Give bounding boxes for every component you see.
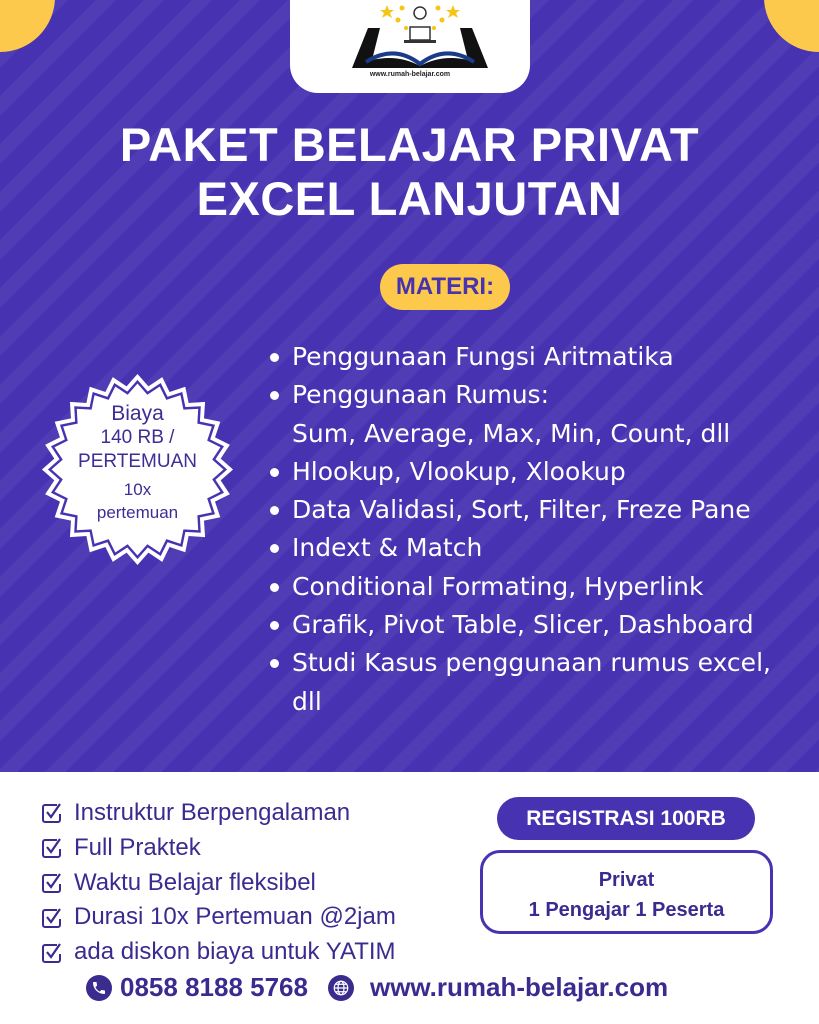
- checkbox-check-icon: [40, 871, 64, 895]
- corner-circle: [764, 0, 819, 52]
- list-item: Studi Kasus penggunaan rumus excel, dll: [268, 644, 771, 721]
- phone-icon: [86, 975, 112, 1001]
- price-badge-line: 10x: [123, 480, 152, 499]
- title-line-1: PAKET BELAJAR PRIVAT: [119, 118, 700, 171]
- price-badge-text: [40, 402, 235, 524]
- contact-bar: [86, 972, 668, 1003]
- benefit-item: [40, 900, 396, 935]
- logo: [290, 0, 530, 93]
- corner-circle: [0, 0, 55, 52]
- list-item: Penggunaan Fungsi Aritmatika: [268, 338, 771, 376]
- benefit-label: Waktu Belajar fleksibel: [74, 868, 316, 896]
- title-line-2: EXCEL LANJUTAN: [196, 172, 623, 225]
- price-badge-line: 140 RB /: [100, 427, 175, 448]
- class-type-detail: 1 Pengajar 1 Peserta: [528, 899, 725, 921]
- class-type-title: Privat: [598, 869, 655, 891]
- phone-number[interactable]: 0858 8188 5768: [120, 972, 308, 1002]
- website-link[interactable]: www.rumah-belajar.com: [369, 972, 669, 1002]
- list-item: Indext & Match: [268, 529, 771, 567]
- globe-icon: [328, 975, 354, 1001]
- checkbox-check-icon: [40, 801, 64, 825]
- materi-label: MATERI:: [380, 264, 510, 310]
- open-book-logo-icon: [290, 0, 530, 93]
- price-badge-line: Biaya: [111, 402, 164, 425]
- checkbox-check-icon: [40, 941, 64, 965]
- benefit-item: [40, 796, 396, 831]
- page-title: [0, 118, 819, 226]
- class-type-box: [480, 850, 773, 934]
- benefit-item: [40, 866, 396, 901]
- benefit-item: [40, 935, 396, 970]
- logo-url: www.rumah-belajar.com: [369, 71, 451, 78]
- list-item: Hlookup, Vlookup, Xlookup: [268, 453, 771, 491]
- registration-badge: REGISTRASI 100RB: [497, 797, 755, 840]
- price-badge-line: pertemuan: [96, 503, 179, 522]
- benefit-label: Full Praktek: [74, 833, 201, 861]
- benefit-label: Instruktur Berpengalaman: [74, 799, 351, 826]
- list-item: Grafik, Pivot Table, Slicer, Dashboard: [268, 606, 771, 644]
- list-item: Conditional Formating, Hyperlink: [268, 568, 771, 606]
- list-item: Data Validasi, Sort, Filter, Freze Pane: [268, 491, 771, 529]
- materi-list: [268, 338, 771, 721]
- benefits-list: [40, 796, 396, 970]
- price-badge-line: PERTEMUAN: [78, 451, 197, 472]
- benefit-label: Durasi 10x Pertemuan @2jam: [74, 903, 396, 931]
- benefit-label: ada diskon biaya untuk YATIM: [74, 938, 396, 966]
- checkbox-check-icon: [40, 906, 64, 930]
- benefit-item: [40, 831, 396, 866]
- list-item: Penggunaan Rumus: Sum, Average, Max, Min, Count, dll: [268, 376, 771, 453]
- checkbox-check-icon: [40, 836, 64, 860]
